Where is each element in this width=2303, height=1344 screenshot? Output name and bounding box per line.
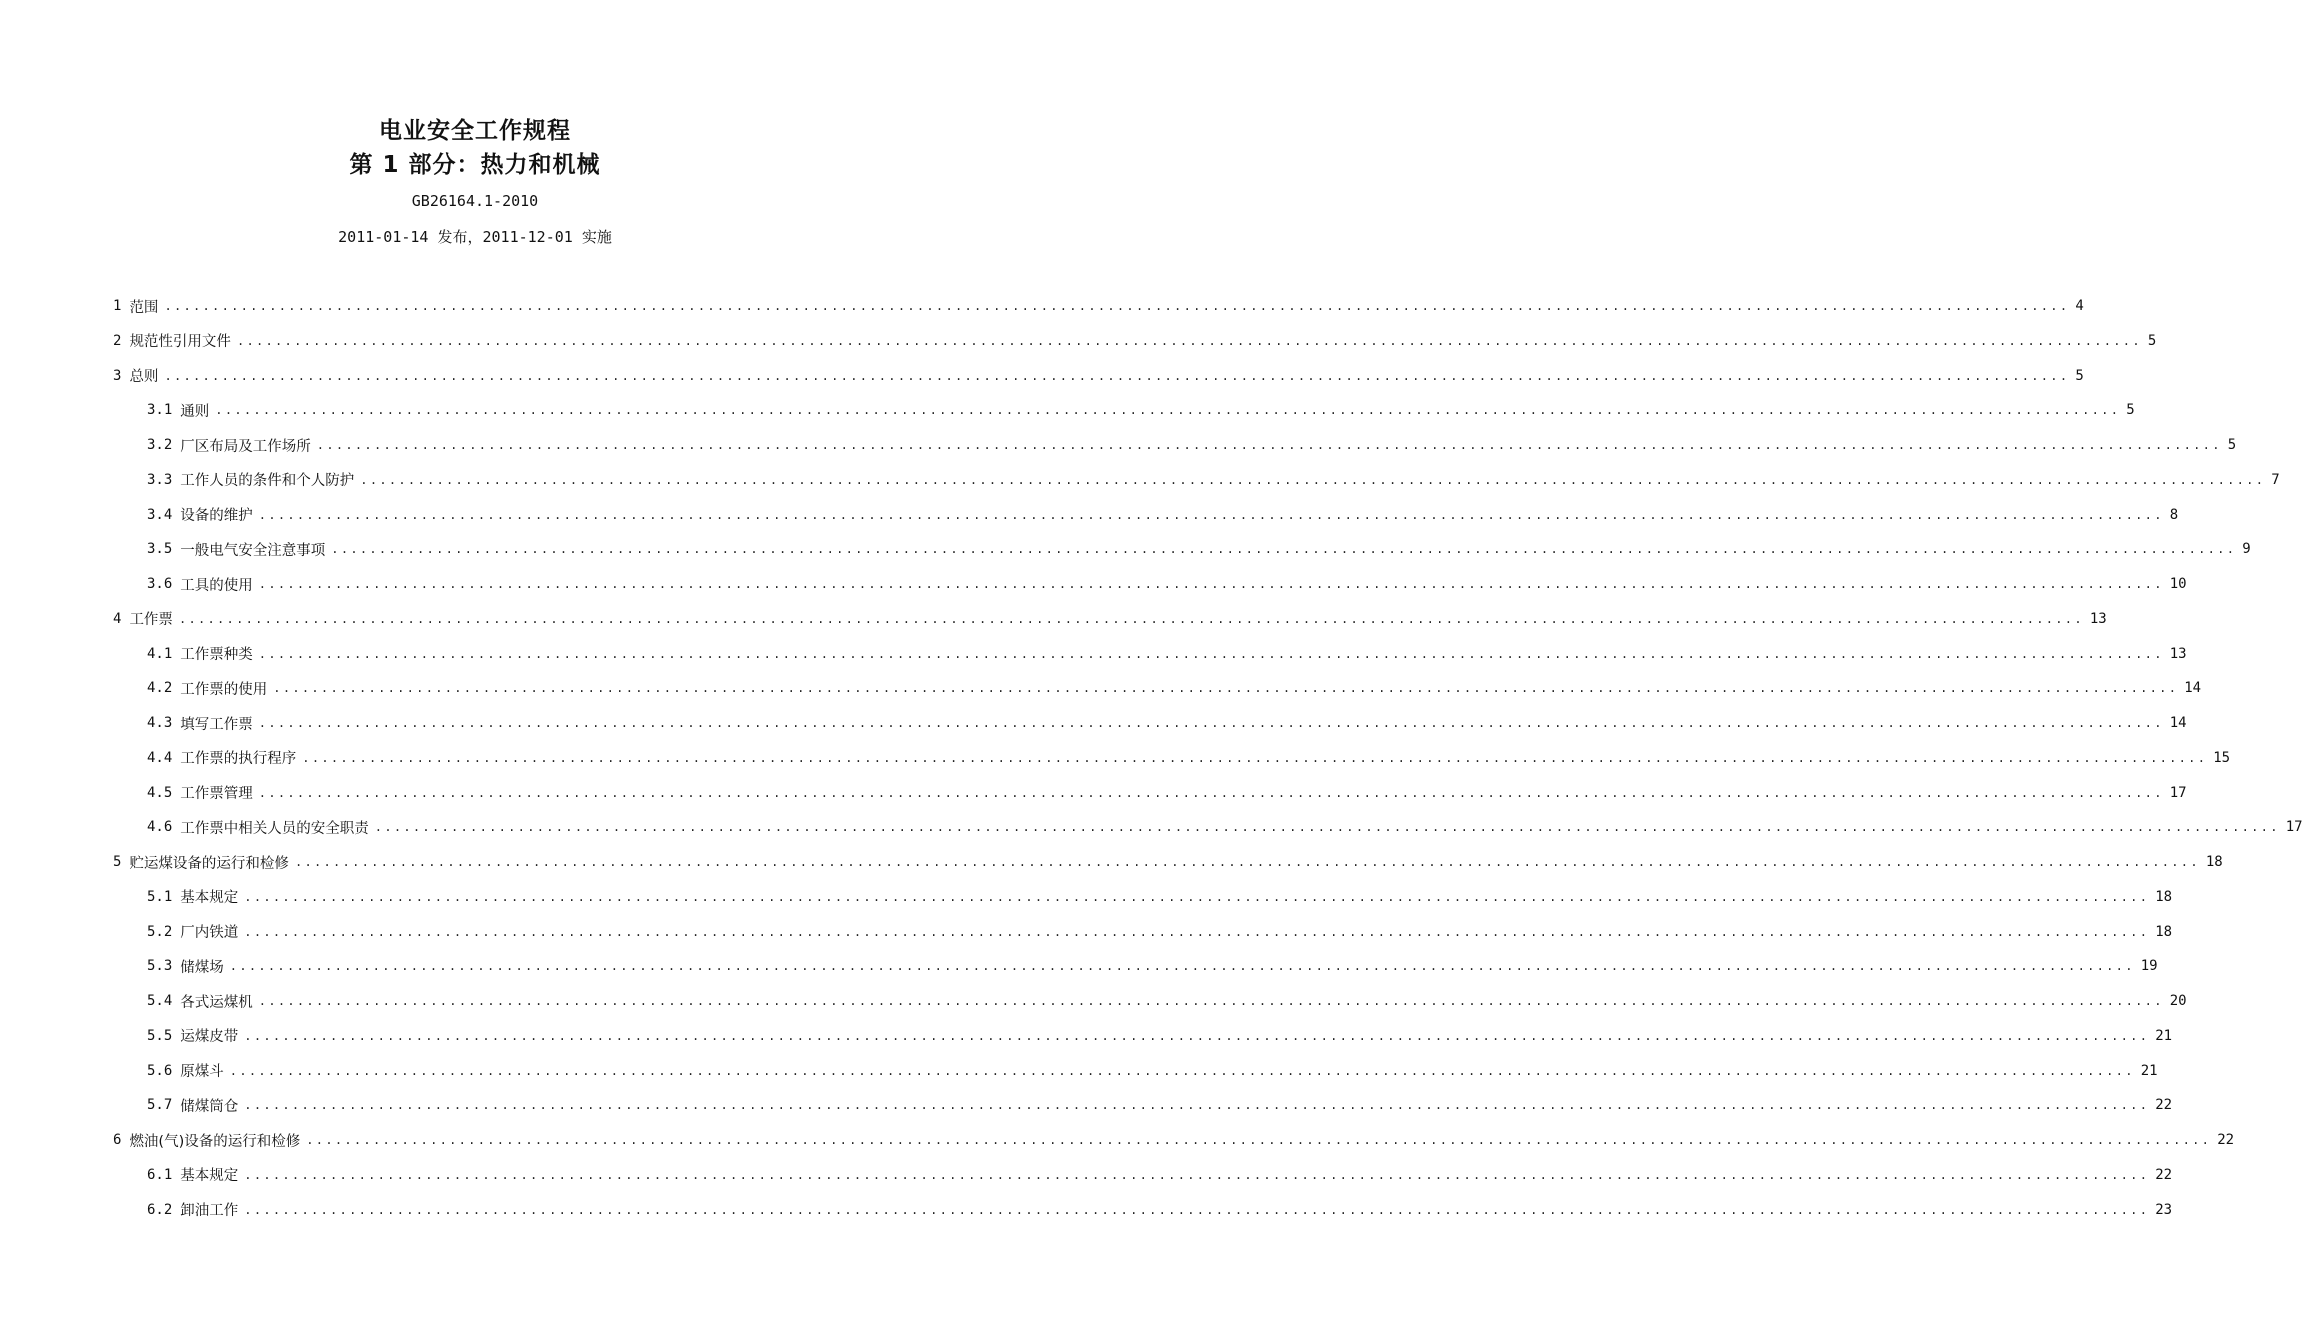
toc-entry-label: 厂内铁道 (180, 925, 239, 941)
toc-leader-dots: ........................................................................................................................................................................................................ (316, 438, 2222, 452)
toc-entry[interactable] (147, 1163, 2173, 1187)
toc-entry[interactable] (147, 1059, 2158, 1083)
toc-entry[interactable] (147, 746, 2231, 770)
toc-entry-page: 15 (2213, 749, 2231, 766)
toc-entry-number: 1 (113, 298, 122, 314)
toc-entry-number: 3.3 (147, 471, 173, 488)
toc-entry[interactable] (113, 364, 2084, 388)
toc-entry-number: 5.4 (147, 993, 173, 1009)
toc-leader-dots: ........................................................................................................................................................................................................ (360, 472, 2266, 487)
toc-entry-label: 规范性引用文件 (129, 334, 231, 351)
toc-entry[interactable] (147, 676, 2202, 700)
toc-entry[interactable] (147, 468, 2280, 492)
toc-entry-number: 6.1 (147, 1166, 173, 1183)
toc-entry-number: 6.2 (147, 1201, 173, 1218)
toc-entry-page: 22 (2155, 1097, 2173, 1114)
toc-entry-number: 4.1 (147, 645, 173, 662)
toc-entry-label: 工作人员的条件和个人防护 (180, 473, 355, 490)
toc-entry[interactable] (147, 398, 2135, 422)
toc-entry-number: 5.1 (147, 888, 173, 905)
toc-entry-page: 20 (2169, 993, 2187, 1009)
toc-entry-page: 23 (2155, 1201, 2173, 1218)
toc-entry-number: 5.2 (147, 923, 173, 940)
toc-entry[interactable] (113, 850, 2223, 874)
toc-leader-dots: ........................................................................................................................................................................................................ (374, 820, 2280, 835)
toc-entry-label: 运煤皮带 (180, 1029, 239, 1046)
toc-entry-label: 工作票管理 (180, 786, 253, 802)
toc-entry-page: 5 (2227, 437, 2237, 453)
toc-leader-dots: ........................................................................................................................................................................................................ (244, 1167, 2150, 1182)
toc-entry-number: 5.7 (147, 1097, 173, 1114)
toc-entry-number: 3.5 (147, 541, 173, 558)
toc-entry-page: 10 (2169, 576, 2187, 592)
toc-entry[interactable] (147, 989, 2187, 1013)
toc-entry-label: 设备的维护 (180, 508, 253, 524)
toc-entry[interactable] (147, 711, 2187, 735)
toc-entry[interactable] (147, 537, 2251, 561)
toc-entry-number: 4.6 (147, 819, 173, 836)
toc-entry[interactable] (147, 920, 2173, 944)
toc-entry-label: 基本规定 (180, 1168, 239, 1185)
toc-entry[interactable] (113, 329, 2157, 353)
toc-entry-number: 4 (113, 610, 122, 627)
toc-entry-label: 填写工作票 (180, 716, 253, 733)
toc-entry-number: 6 (113, 1132, 122, 1148)
toc-leader-dots: ........................................................................................................................................................................................................ (215, 403, 2121, 418)
toc-entry-page: 17 (2285, 819, 2303, 836)
toc-entry-number: 3.6 (147, 576, 173, 592)
toc-entry[interactable] (113, 294, 2084, 318)
toc-entry[interactable] (147, 954, 2158, 978)
document-subtitle: 第 1 部分：热力和机械 (349, 152, 601, 178)
toc-entry-label: 燃油(气)设备的运行和检修 (129, 1133, 301, 1150)
toc-entry-label: 储煤筒仓 (180, 1098, 239, 1115)
toc-entry-label: 总则 (129, 369, 159, 385)
toc-entry[interactable] (147, 642, 2187, 666)
toc-entry[interactable] (113, 607, 2107, 631)
toc-entry-page: 5 (2126, 402, 2135, 419)
toc-entry-label: 一般电气安全注意事项 (180, 542, 326, 559)
toc-leader-dots: ........................................................................................................................................................................................................ (244, 1028, 2150, 1043)
toc-entry[interactable] (147, 1093, 2173, 1117)
toc-entry-label: 厂区布局及工作场所 (180, 438, 311, 455)
toc-leader-dots: ........................................................................................................................................................................................................ (244, 1202, 2150, 1217)
toc-entry[interactable] (147, 1024, 2173, 1048)
toc-leader-dots: ........................................................................................................................................................................................................ (331, 542, 2237, 557)
toc-entry-number: 5 (113, 854, 122, 870)
toc-leader-dots: ........................................................................................................................................................................................................ (258, 646, 2164, 661)
toc-leader-dots: ........................................................................................................................................................................................................ (229, 959, 2135, 974)
toc-leader-dots: ........................................................................................................................................................................................................ (164, 368, 2070, 383)
toc-entry-label: 工作票的执行程序 (180, 751, 297, 768)
toc-entry-page: 18 (2155, 888, 2173, 905)
toc-entry-number: 5.3 (147, 958, 173, 975)
toc-entry[interactable] (113, 1128, 2235, 1152)
toc-entry-label: 原煤斗 (180, 1064, 224, 1080)
toc-leader-dots: ........................................................................................................................................................................................................ (244, 924, 2150, 939)
toc-entry-label: 各式运煤机 (180, 994, 253, 1011)
toc-entry-label: 储煤场 (180, 959, 224, 976)
toc-entry-number: 3.1 (147, 402, 173, 419)
toc-entry[interactable] (147, 503, 2179, 527)
toc-entry[interactable] (147, 433, 2237, 457)
toc-leader-dots: ........................................................................................................................................................................................................ (244, 889, 2150, 904)
toc-entry-page: 9 (2242, 541, 2251, 558)
toc-entry-label: 工作票 (129, 612, 173, 629)
toc-entry-label: 工作票的使用 (180, 681, 268, 698)
toc-entry-label: 工作票种类 (180, 647, 253, 663)
toc-leader-dots: ........................................................................................................................................................................................................ (229, 1063, 2135, 1078)
toc-entry-page: 8 (2169, 506, 2179, 523)
toc-leader-dots: ........................................................................................................................................................................................................ (178, 611, 2084, 626)
toc-entry-label: 基本规定 (180, 890, 239, 907)
toc-entry-number: 4.4 (147, 749, 173, 766)
toc-entry-page: 14 (2184, 680, 2202, 697)
toc-entry-label: 工具的使用 (180, 577, 253, 594)
toc-leader-dots: ........................................................................................................................................................................................................ (258, 507, 2164, 522)
toc-entry[interactable] (147, 1198, 2173, 1222)
toc-entry-number: 2 (113, 332, 122, 349)
toc-entry-page: 7 (2271, 471, 2280, 488)
toc-entry-number: 5.5 (147, 1027, 173, 1044)
toc-entry-label: 贮运煤设备的运行和检修 (129, 855, 289, 872)
toc-entry-page: 22 (2217, 1132, 2235, 1148)
issue-dates: 2011-01-14 发布，2011-12-01 实施 (338, 228, 612, 246)
toc-leader-dots: ........................................................................................................................................................................................................ (258, 577, 2164, 591)
toc-leader-dots: ........................................................................................................................................................................................................ (236, 333, 2142, 348)
toc-entry-label: 范围 (129, 299, 159, 316)
toc-leader-dots: ........................................................................................................................................................................................................ (258, 994, 2164, 1008)
toc-entry-number: 3.4 (147, 506, 173, 523)
toc-entry-label: 卸油工作 (180, 1203, 239, 1219)
toc-entry[interactable] (147, 885, 2173, 909)
toc-entry[interactable] (147, 781, 2187, 805)
toc-entry-number: 5.6 (147, 1062, 173, 1079)
document-title: 电业安全工作规程 (379, 118, 571, 144)
toc-entry-page: 21 (2155, 1027, 2173, 1044)
toc-entry-page: 13 (2169, 645, 2187, 662)
toc-entry-label: 工作票中相关人员的安全职责 (180, 820, 369, 837)
toc-entry-page: 17 (2169, 784, 2187, 801)
toc-entry-page: 21 (2140, 1062, 2158, 1079)
standard-code: GB26164.1-2010 (411, 192, 539, 210)
toc-entry-page: 18 (2205, 854, 2223, 870)
toc-leader-dots: ........................................................................................................................................................................................................ (258, 716, 2164, 730)
toc-entry-number: 4.3 (147, 715, 173, 731)
toc-leader-dots: ........................................................................................................................................................................................................ (294, 855, 2200, 869)
toc-entry-page: 5 (2075, 367, 2084, 384)
toc-entry-page: 14 (2169, 715, 2187, 731)
toc-entry-number: 3 (113, 367, 122, 384)
toc-entry-page: 19 (2140, 958, 2158, 975)
toc-entry-page: 5 (2147, 332, 2157, 349)
toc-entry-page: 18 (2155, 923, 2173, 940)
toc-leader-dots: ........................................................................................................................................................................................................ (273, 681, 2179, 696)
toc-leader-dots: ........................................................................................................................................................................................................ (302, 750, 2208, 765)
toc-entry-label: 通则 (180, 403, 210, 420)
toc-entry-page: 13 (2089, 610, 2107, 627)
toc-entry[interactable] (147, 572, 2187, 596)
toc-entry-number: 4.5 (147, 784, 173, 801)
toc-leader-dots: ........................................................................................................................................................................................................ (244, 1098, 2150, 1113)
toc-leader-dots: ........................................................................................................................................................................................................ (258, 785, 2164, 800)
toc-entry-number: 3.2 (147, 437, 173, 453)
toc-leader-dots: ........................................................................................................................................................................................................ (306, 1133, 2212, 1147)
toc-entry-page: 4 (2075, 298, 2084, 314)
toc-entry[interactable] (147, 815, 2303, 839)
toc-leader-dots: ........................................................................................................................................................................................................ (164, 299, 2070, 313)
toc-entry-number: 4.2 (147, 680, 173, 697)
toc-entry-page: 22 (2155, 1166, 2173, 1183)
